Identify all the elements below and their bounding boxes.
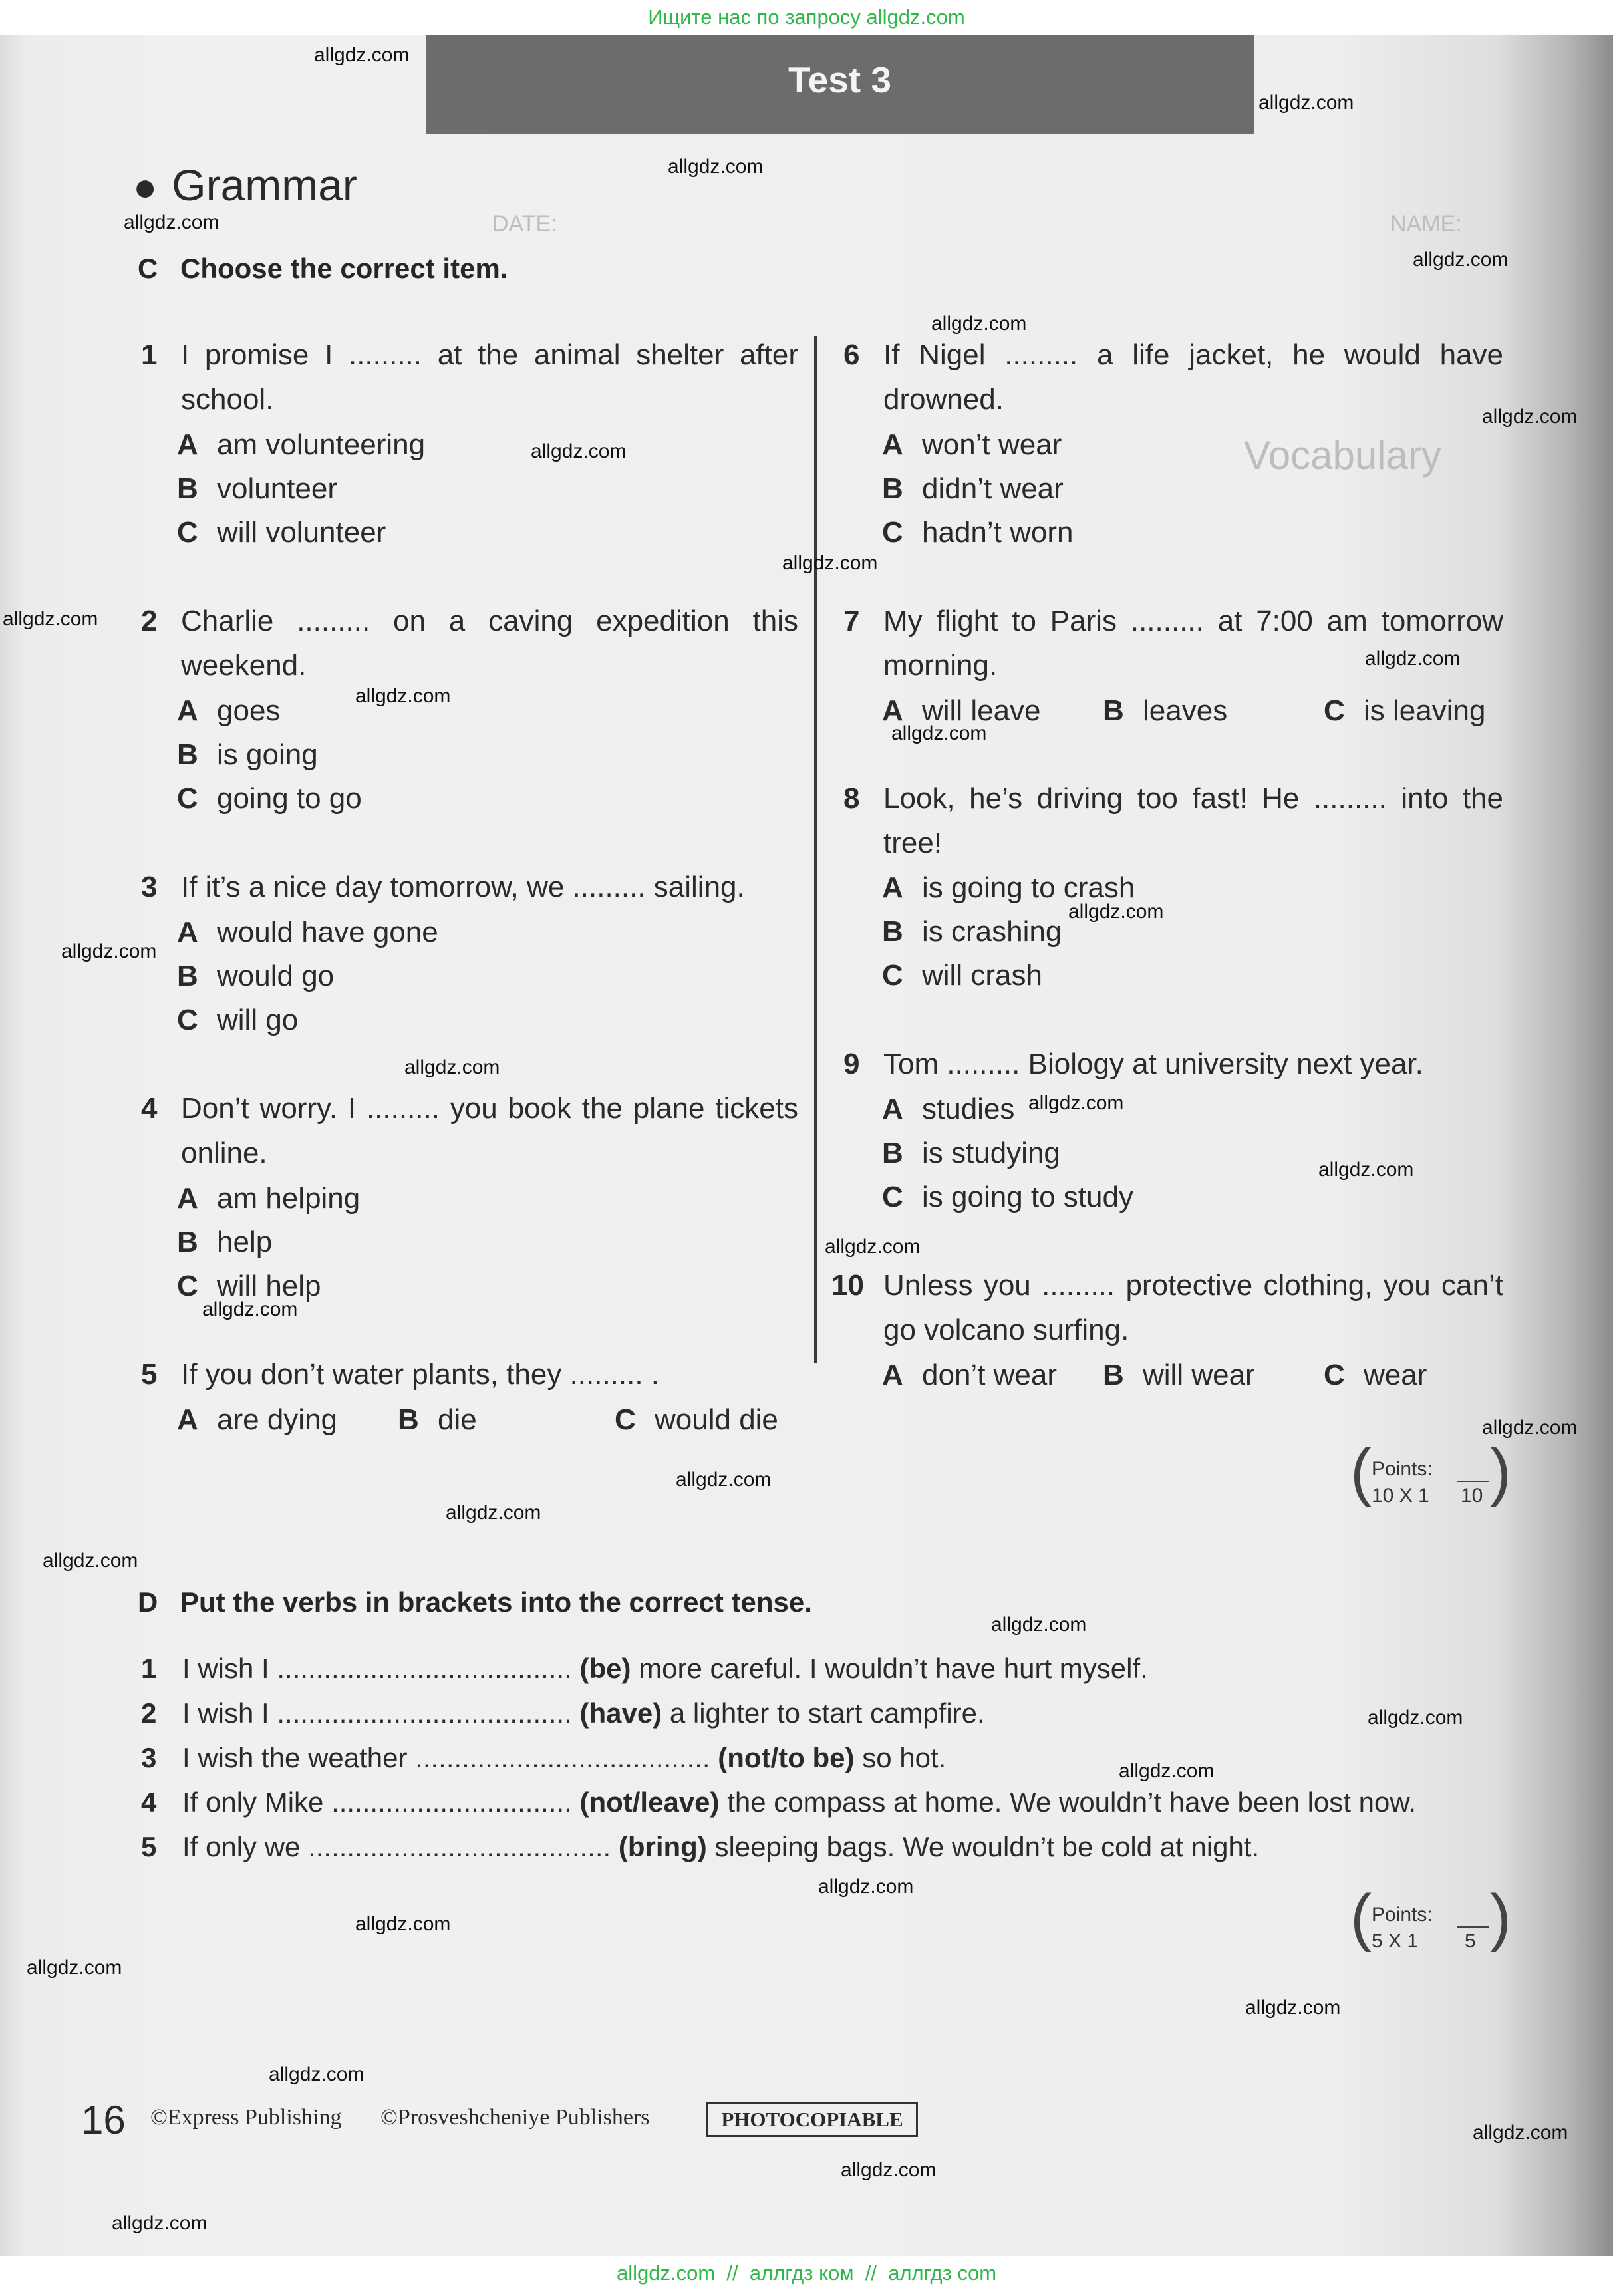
option-letter: A [882, 1359, 903, 1391]
question-number: 5 [141, 1358, 158, 1391]
question-number: 2 [141, 605, 158, 637]
option-5b[interactable] [398, 1403, 477, 1437]
option-text: will wear [1143, 1359, 1255, 1391]
page-number: 16 [81, 2098, 126, 2142]
option-8b[interactable] [882, 915, 1062, 948]
watermark[interactable]: allgdz.com [1365, 648, 1461, 670]
left-paren-icon: ( [1350, 1882, 1372, 1953]
bleed-date-label: DATE: [492, 212, 557, 237]
option-letter: C [1324, 1359, 1345, 1391]
task-instruction: Put the verbs in brackets into the correct tense. [180, 1586, 812, 1618]
question-stem: Charlie ......... on a caving expedition this weekend. [181, 605, 798, 682]
option-text: is studying [922, 1137, 1060, 1169]
watermark[interactable]: allgdz.com [43, 1550, 138, 1572]
option-letter: A [882, 694, 903, 727]
watermark[interactable]: allgdz.com [124, 212, 220, 233]
item-number: 5 [141, 1831, 157, 1862]
points-total: 10 [1461, 1485, 1483, 1507]
fill-in-row-4 [141, 1787, 1416, 1818]
question-number: 10 [831, 1269, 864, 1302]
option-10a[interactable] [882, 1359, 1057, 1392]
section-title [133, 160, 357, 210]
question-stem: Don’t worry. I ......... you book the plane tickets online. [181, 1092, 798, 1169]
item-number: 4 [141, 1787, 157, 1818]
option-2c[interactable] [177, 782, 362, 815]
right-paren-icon: ) [1490, 1436, 1511, 1507]
task-d-heading [138, 1586, 812, 1618]
column-divider [814, 336, 817, 1363]
item-before-text[interactable]: If only Mike ............................... [182, 1787, 580, 1818]
question-number: 1 [141, 339, 158, 371]
question-stem: I promise I ......... at the animal shelter after school. [181, 339, 798, 416]
question-stem: If Nigel ......... a life jacket, he would have drowned. [883, 339, 1503, 416]
test-title: Test 3 [788, 59, 891, 100]
watermark[interactable]: allgdz.com [1258, 92, 1354, 114]
option-text: would die [655, 1403, 778, 1436]
option-text: volunteer [217, 472, 338, 505]
watermark[interactable]: allgdz.com [3, 608, 98, 630]
option-text: won’t wear [922, 428, 1062, 461]
option-3c[interactable] [177, 1004, 298, 1037]
option-letter: B [177, 738, 198, 771]
option-6c[interactable] [882, 516, 1073, 549]
option-letter: B [177, 472, 198, 505]
option-letter: A [882, 428, 903, 461]
option-10c[interactable] [1324, 1359, 1427, 1392]
watermark[interactable]: allgdz.com [531, 440, 627, 462]
option-letter: A [882, 1093, 903, 1125]
bottom-banner[interactable]: allgdz.com // аллгдз ком // аллгдз com [616, 2261, 997, 2285]
watermark[interactable]: allgdz.com [1318, 1159, 1414, 1181]
option-letter: B [1103, 1359, 1124, 1391]
option-letter: A [177, 694, 198, 727]
option-letter: B [882, 915, 903, 948]
option-text: am helping [217, 1182, 361, 1215]
item-after-text: so hot. [854, 1742, 947, 1773]
option-text: will volunteer [217, 516, 386, 549]
item-before-text[interactable]: I wish I ...................................... [182, 1697, 580, 1729]
test-header [426, 35, 1254, 134]
option-text: will crash [922, 959, 1042, 992]
option-text: don’t wear [922, 1359, 1058, 1391]
option-text: going to go [217, 782, 362, 815]
item-after-text: sleeping bags. We wouldn’t be cold at night. [706, 1831, 1260, 1862]
option-10b[interactable] [1103, 1359, 1255, 1392]
option-letter: B [177, 960, 198, 992]
option-letter: C [882, 959, 903, 992]
option-letter: C [882, 1181, 903, 1213]
option-text: goes [217, 694, 281, 727]
option-2b[interactable] [177, 738, 318, 772]
option-text: am volunteering [217, 428, 426, 461]
question-number: 7 [843, 605, 860, 637]
question-stem: If you don’t water plants, they ......... . [181, 1358, 660, 1391]
watermark[interactable]: allgdz.com [825, 1236, 921, 1258]
option-letter: A [177, 428, 198, 461]
option-text: would have gone [217, 916, 438, 948]
option-text: is going to crash [922, 871, 1135, 904]
watermark[interactable]: allgdz.com [202, 1298, 298, 1320]
option-text: are dying [217, 1403, 338, 1436]
option-4a[interactable] [177, 1182, 360, 1215]
watermark[interactable]: allgdz.com [1028, 1092, 1124, 1114]
option-letter: A [177, 1403, 198, 1436]
option-letter: C [177, 782, 198, 815]
watermark[interactable]: allgdz.com [1119, 1760, 1215, 1782]
watermark[interactable]: allgdz.com [1245, 1997, 1341, 2019]
item-verb: (be) [579, 1653, 631, 1684]
bullet-icon: ● [133, 164, 158, 209]
option-letter: A [177, 916, 198, 948]
fill-in-row-3 [141, 1742, 946, 1774]
item-number: 3 [141, 1742, 157, 1773]
option-7c[interactable] [1324, 694, 1485, 728]
option-6a[interactable] [882, 428, 1062, 462]
watermark[interactable]: allgdz.com [782, 552, 878, 574]
bleed-name-label: NAME: [1390, 212, 1462, 237]
points-box-c [1350, 1436, 1511, 1516]
watermark[interactable]: allgdz.com [1413, 249, 1509, 271]
watermark[interactable]: allgdz.com [1368, 1707, 1463, 1729]
watermark[interactable]: allgdz.com [314, 44, 410, 66]
watermark[interactable]: allgdz.com [355, 685, 451, 707]
option-letter: A [177, 1182, 198, 1215]
watermark[interactable]: allgdz.com [818, 1876, 914, 1898]
option-letter: B [177, 1226, 198, 1258]
watermark[interactable]: allgdz.com [27, 1957, 122, 1979]
option-9a[interactable] [882, 1093, 1014, 1126]
question-number: 6 [843, 339, 860, 371]
watermark[interactable]: allgdz.com [891, 722, 987, 744]
option-letter: A [882, 871, 903, 904]
option-text: is going to study [922, 1181, 1133, 1213]
item-verb: (not/leave) [579, 1787, 720, 1818]
points-total: 5 [1465, 1930, 1476, 1952]
fill-in-row-1 [141, 1653, 1148, 1685]
left-paren-icon: ( [1350, 1436, 1372, 1507]
option-5a[interactable] [177, 1403, 337, 1437]
option-text: will go [217, 1004, 299, 1036]
option-letter: C [882, 516, 903, 549]
option-letter: B [882, 472, 903, 505]
item-before-text[interactable]: If only we ....................................... [182, 1831, 619, 1862]
fill-in-row-2 [141, 1697, 985, 1729]
option-text: help [217, 1226, 273, 1258]
watermark[interactable]: allgdz.com [676, 1469, 772, 1491]
option-9c[interactable] [882, 1181, 1133, 1214]
option-1a[interactable] [177, 428, 425, 462]
option-1b[interactable] [177, 472, 337, 505]
option-letter: B [398, 1403, 419, 1436]
option-9b[interactable] [882, 1137, 1060, 1170]
points-formula: 10 X 1 [1372, 1485, 1429, 1507]
item-after-text: more careful. I wouldn’t have hurt myself. [631, 1653, 1148, 1684]
option-8c[interactable] [882, 959, 1042, 992]
watermark[interactable]: allgdz.com [1482, 1417, 1578, 1439]
option-6b[interactable] [882, 472, 1064, 505]
option-letter: C [177, 1270, 198, 1302]
top-banner[interactable]: Ищите нас по запросу allgdz.com [648, 5, 965, 29]
points-formula: 5 X 1 [1372, 1930, 1419, 1952]
question-stem: If it’s a nice day tomorrow, we ......... sailing. [181, 871, 745, 903]
watermark[interactable]: allgdz.com [404, 1056, 500, 1078]
right-paren-icon: ) [1490, 1882, 1511, 1953]
item-after-text: the compass at home. We wouldn’t have been lost now. [719, 1787, 1417, 1818]
watermark[interactable]: allgdz.com [1068, 901, 1164, 923]
option-text: wear [1364, 1359, 1427, 1391]
item-before-text[interactable]: I wish the weather ...................................... [182, 1742, 718, 1773]
publisher-express: ©Express Publishing [150, 2105, 342, 2130]
option-letter: C [1324, 694, 1345, 727]
item-verb: (not/to be) [718, 1742, 855, 1773]
question-stem: Look, he’s driving too fast! He ......... into the tree! [883, 782, 1503, 859]
option-2a[interactable] [177, 694, 280, 728]
task-instruction: Choose the correct item. [180, 253, 508, 284]
option-4b[interactable] [177, 1226, 272, 1259]
option-letter: B [882, 1137, 903, 1169]
item-number: 2 [141, 1697, 157, 1729]
watermark[interactable]: allgdz.com [355, 1913, 451, 1935]
option-text: is crashing [922, 915, 1062, 948]
option-text: didn’t wear [922, 472, 1064, 505]
question-number: 9 [843, 1048, 860, 1080]
task-letter: D [138, 1586, 158, 1618]
question-stem: My flight to Paris ......... at 7:00 am tomorrow morning. [883, 605, 1503, 682]
option-text: hadn’t worn [922, 516, 1074, 549]
option-3b[interactable] [177, 960, 334, 993]
publisher-prosveshcheniye: ©Prosveshcheniye Publishers [380, 2105, 650, 2130]
watermark[interactable]: allgdz.com [61, 940, 157, 962]
option-1c[interactable] [177, 516, 386, 549]
option-5c[interactable] [615, 1403, 778, 1437]
watermark[interactable]: allgdz.com [841, 2159, 937, 2181]
points-label: Points: [1372, 1904, 1433, 1926]
watermark[interactable]: allgdz.com [668, 156, 764, 178]
question-number: 3 [141, 871, 158, 903]
item-before-text[interactable]: I wish I ...................................... [182, 1653, 580, 1684]
watermark[interactable]: allgdz.com [446, 1502, 541, 1524]
option-text: leaves [1143, 694, 1228, 727]
option-text: die [438, 1403, 477, 1436]
watermark[interactable]: allgdz.com [991, 1614, 1087, 1636]
points-blank-line [1457, 1481, 1489, 1482]
question-stem: Tom ......... Biology at university next year. [883, 1048, 1423, 1080]
option-text: would go [217, 960, 335, 992]
option-letter: C [177, 516, 198, 549]
fill-in-row-5 [141, 1831, 1259, 1863]
option-text: will help [217, 1270, 321, 1302]
watermark[interactable]: allgdz.com [1482, 406, 1578, 428]
option-letter: C [615, 1403, 636, 1436]
question-number: 8 [843, 782, 860, 815]
bleed-vocabulary-title: Vocabulary [1244, 433, 1441, 478]
watermark[interactable]: allgdz.com [269, 2063, 365, 2085]
section-title-text: Grammar [172, 160, 357, 210]
points-blank-line [1457, 1926, 1489, 1928]
option-text: is going [217, 738, 318, 771]
item-verb: (have) [579, 1697, 662, 1729]
item-verb: (bring) [618, 1831, 707, 1862]
item-number: 1 [141, 1653, 157, 1684]
option-text: is leaving [1364, 694, 1486, 727]
task-letter: C [138, 253, 158, 284]
watermark[interactable]: allgdz.com [931, 313, 1027, 335]
option-letter: B [1103, 694, 1124, 727]
option-text: will leave [922, 694, 1041, 727]
watermark[interactable]: allgdz.com [112, 2212, 208, 2234]
points-box-d [1350, 1882, 1511, 1962]
item-after-text: a lighter to start campfire. [662, 1697, 985, 1729]
option-letter: C [177, 1004, 198, 1036]
task-c-heading [138, 253, 508, 285]
option-7b[interactable] [1103, 694, 1227, 728]
question-stem: Unless you ......... protective clothing, you can’t go volcano surfing. [883, 1269, 1503, 1346]
points-label: Points: [1372, 1458, 1433, 1480]
watermark[interactable]: allgdz.com [1473, 2122, 1568, 2144]
option-8a[interactable] [882, 871, 1135, 905]
photocopiable-label: PHOTOCOPIABLE [706, 2102, 918, 2137]
option-3a[interactable] [177, 916, 438, 949]
option-text: studies [922, 1093, 1015, 1125]
question-number: 4 [141, 1092, 158, 1125]
